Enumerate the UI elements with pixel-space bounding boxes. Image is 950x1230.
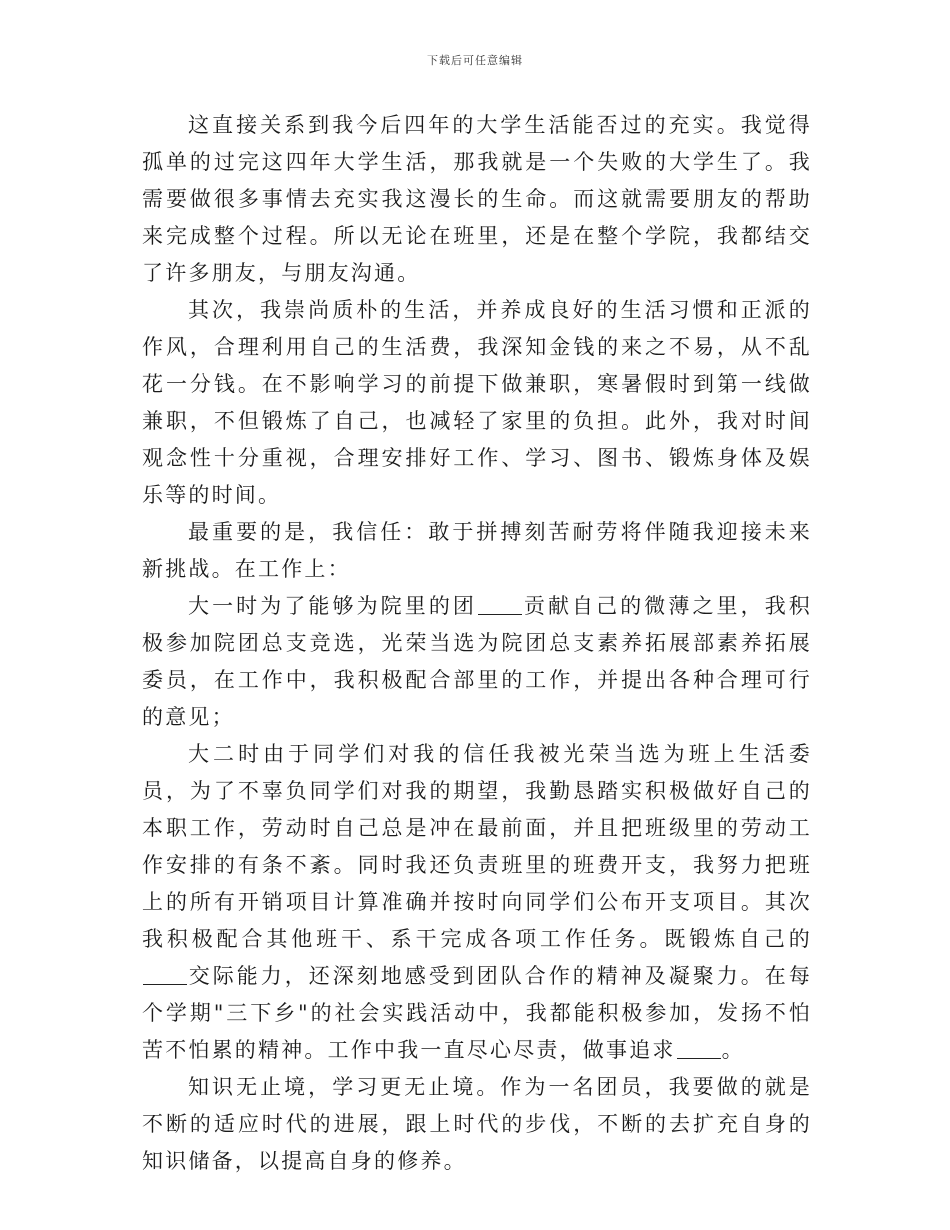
paragraph-4-text-a: 大一时为了能够为院里的团: [188, 594, 477, 618]
page-header: 下载后可任意编辑: [427, 54, 523, 67]
blank-underline: [478, 596, 522, 615]
document-body: [142, 107, 812, 1180]
paragraph-5-text-b: 交际能力，还深刻地感受到团队合作的精神及凝聚力。在每个学期"三下乡"的社会实践活动中，我都能积极参加，发扬不怕苦不怕累的精神。工作中我一直尽心尽责，做事追求: [142, 964, 812, 1062]
paragraph-4-text-b: 贡献自己的微薄之里，我积极参加院团总支竞选，光荣当选为院团总支素养拓展部素养拓展委员，在工作中，我积极配合部里的工作，并提出各种合理可行的意见；: [142, 594, 812, 729]
paragraph-1: 这直接关系到我今后四年的大学生活能否过的充实。我觉得孤单的过完这四年大学生活，那我就是一个失败的大学生了。我需要做很多事情去充实我这漫长的生命。而这就需要朋友的帮助来完成整个过程。所以无论在班里，还是在整个学院，我都结交了许多朋友，与朋友沟通。: [142, 113, 812, 285]
blank-underline: [677, 1040, 721, 1059]
paragraph-2: 其次，我崇尚质朴的生活，并养成良好的生活习惯和正派的作风，合理利用自己的生活费，我深知金钱的来之不易，从不乱花一分钱。在不影响学习的前提下做兼职，寒暑假时到第一线做兼职，不但锻炼了自己，也减轻了家里的负担。此外，我对时间观念性十分重视，合理安排好工作、学习、图书、锻炼身体及娱乐等的时间。: [142, 298, 812, 507]
paragraph-6: 知识无止境，学习更无止境。作为一名团员，我要做的就是不断的适应时代的进展，跟上时代的步伐，不断的去扩充自身的知识储备，以提高自身的修养。: [142, 1075, 812, 1173]
paragraph-3: 最重要的是，我信任：敢于拼搏刻苦耐劳将伴随我迎接未来新挑战。在工作上：: [142, 520, 812, 581]
blank-underline: [143, 966, 187, 985]
paragraph-5-text-c: 。: [721, 1038, 745, 1062]
paragraph-5-text-a: 大二时由于同学们对我的信任我被光荣当选为班上生活委员，为了不辜负同学们对我的期望，我勤恳踏实积极做好自己的本职工作，劳动时自己总是冲在最前面，并且把班级里的劳动工作安排的有条不紊。同时我还负责班里的班费开支，我努力把班上的所有开销项目计算准确并按时向同学们公布开支项目。其次我积极配合其他班干、系干完成各项工作任务。既锻炼自己的: [142, 742, 812, 951]
paragraph-5: [142, 736, 812, 1069]
paragraph-4: [142, 588, 812, 736]
